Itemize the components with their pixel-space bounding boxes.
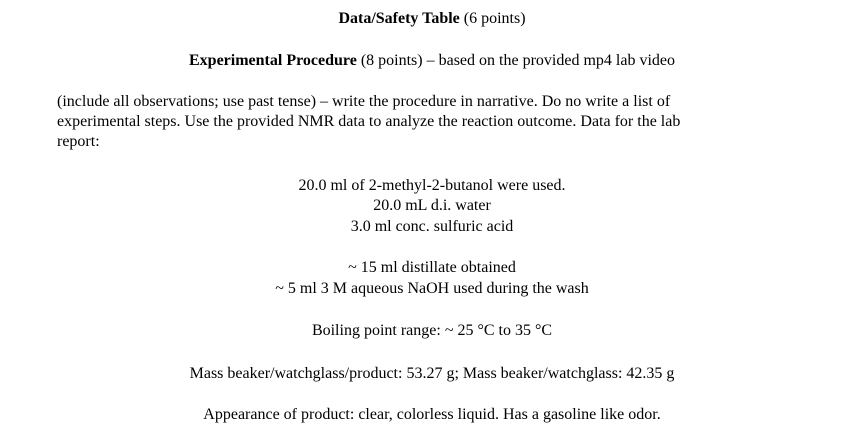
reagent-alcohol: 20.0 ml of 2-methyl-2-butanol were used.	[298, 177, 566, 194]
instructions-line-2: experimental steps. Use the provided NMR data to analyze the reaction outcome. Data for the lab	[57, 113, 681, 130]
distillate-volume: ~ 15 ml distillate obtained	[348, 259, 516, 276]
procedure-heading	[0, 51, 864, 71]
procedure-title: Experimental Procedure	[189, 52, 357, 69]
mass-measurements: Mass beaker/watchglass/product: 53.27 g; Mass beaker/watchglass: 42.35 g	[189, 365, 675, 382]
boiling-point-range: Boiling point range: ~ 25 °C to 35 °C	[311, 322, 553, 339]
instructions-line-1: (include all observations; use past tense) – write the procedure in narrative. Do no write a list of	[57, 93, 671, 110]
product-appearance: Appearance of product: clear, colorless liquid. Has a gasoline like odor.	[203, 406, 661, 423]
data-safety-title: Data/Safety Table	[338, 10, 460, 27]
instructions-paragraph	[57, 92, 797, 152]
reagent-water: 20.0 mL d.i. water	[373, 197, 491, 214]
reagent-acid: 3.0 ml conc. sulfuric acid	[350, 218, 514, 235]
data-safety-heading	[0, 9, 864, 29]
data-safety-points: (6 points)	[459, 10, 526, 27]
procedure-points: (8 points) – based on the provided mp4 lab video	[356, 52, 675, 69]
instructions-line-3: report:	[57, 133, 100, 150]
naoh-wash: ~ 5 ml 3 M aqueous NaOH used during the wash	[275, 280, 589, 297]
